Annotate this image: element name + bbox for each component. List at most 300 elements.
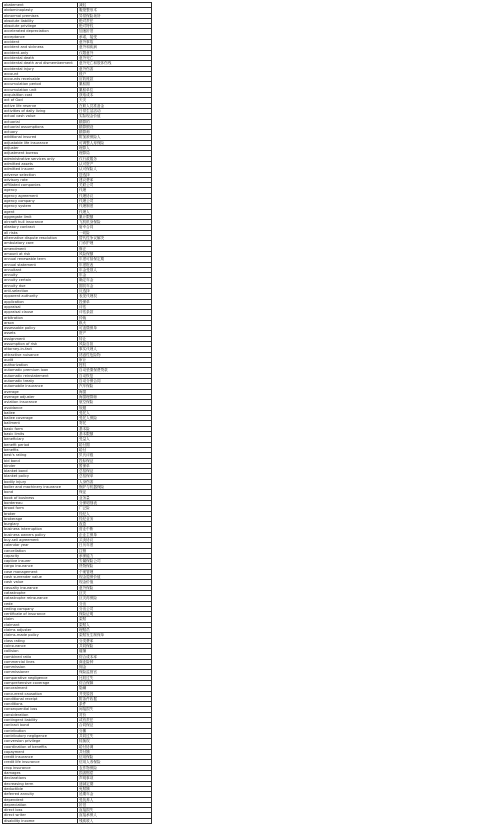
term-english: aggregate limit	[3, 214, 78, 219]
term-english: calendar year	[3, 543, 78, 548]
term-english: assumption of risk	[3, 342, 78, 347]
term-english: blanket policy	[3, 474, 78, 479]
term-chinese: 营业中断	[78, 527, 152, 532]
term-english: admitted insurer	[3, 167, 78, 172]
term-english: bailee coverage	[3, 416, 78, 421]
term-english: captive insurer	[3, 559, 78, 564]
term-chinese: 免赔额	[78, 786, 152, 791]
term-chinese: 飞机机身保险	[78, 220, 152, 225]
term-english: assignment	[3, 336, 78, 341]
term-english: concealment	[3, 686, 78, 691]
term-chinese: 给付协调	[78, 744, 152, 749]
term-english: coordination of benefits	[3, 744, 78, 749]
term-chinese: 碰撞	[78, 649, 152, 654]
term-chinese: 自动分保合同	[78, 379, 152, 384]
term-chinese: 意外保险	[78, 585, 152, 590]
term-english: capacity	[3, 553, 78, 558]
term-chinese: 农作物保险	[78, 765, 152, 770]
term-chinese: 受益人	[78, 437, 152, 442]
term-chinese: 评估	[78, 304, 152, 309]
term-english: accumulation period	[3, 82, 78, 87]
term-english: dependent	[3, 797, 78, 802]
term-chinese: 共同保险	[78, 643, 152, 648]
term-chinese: 授权	[78, 363, 152, 368]
term-chinese: 并发原因	[78, 691, 152, 696]
term-english: automatic reinstatement	[3, 373, 78, 378]
term-english: attorney-in-fact	[3, 347, 78, 352]
term-english: commissioner	[3, 670, 78, 675]
term-english: cede	[3, 601, 78, 606]
term-english: average	[3, 389, 78, 394]
term-chinese: 审计	[78, 357, 152, 362]
term-english: assets	[3, 331, 78, 336]
term-english: claims adjuster	[3, 628, 78, 633]
term-chinese: 企业主保单	[78, 532, 152, 537]
term-chinese: 诱惑性危险物	[78, 352, 152, 357]
term-chinese: 精算的	[78, 119, 152, 124]
term-english: audit	[3, 357, 78, 362]
term-chinese: 基本限额	[78, 432, 152, 437]
term-chinese: 异常保险场所	[78, 13, 152, 18]
term-english: annuitant	[3, 267, 78, 272]
term-chinese: 风险保额	[78, 251, 152, 256]
term-english: apparent authority	[3, 294, 78, 299]
term-chinese: 贝氏评级	[78, 453, 152, 458]
term-chinese: 精算师	[78, 130, 152, 135]
term-chinese: 资产	[78, 331, 152, 336]
term-english: account	[3, 71, 78, 76]
term-english: agency agreement	[3, 193, 78, 198]
term-english: accident and sickness	[3, 45, 78, 50]
term-chinese: 门诊护理	[78, 241, 152, 246]
term-english: casualty insurance	[3, 585, 78, 590]
term-english: broker	[3, 511, 78, 516]
term-chinese: 索赔发生制保单	[78, 633, 152, 638]
term-english: credit insurance	[3, 755, 78, 760]
term-chinese: 加速折旧	[78, 29, 152, 34]
term-chinese: 间接损失	[78, 707, 152, 712]
term-english: accumulation unit	[3, 87, 78, 92]
term-chinese: 暂保单	[78, 463, 152, 468]
term-english: conversion privilege	[3, 739, 78, 744]
term-chinese: 意外和疾病	[78, 45, 152, 50]
term-english: anti-selection	[3, 289, 78, 294]
term-chinese: 佣金	[78, 665, 152, 670]
term-english: bodily injury	[3, 479, 78, 484]
term-chinese: 或有责任	[78, 718, 152, 723]
term-chinese: 个案管理	[78, 569, 152, 574]
term-chinese: 锅炉与机器保险	[78, 485, 152, 490]
term-english: binder	[3, 463, 78, 468]
term-english: attractive nuisance	[3, 352, 78, 357]
term-english: all risks	[3, 230, 78, 235]
term-english: adjuster	[3, 146, 78, 151]
term-chinese: 附加被保险人	[78, 135, 152, 140]
term-chinese: 认可资产	[78, 161, 152, 166]
term-chinese: 规避	[78, 405, 152, 410]
term-chinese: 折旧	[78, 802, 152, 807]
term-chinese: 承诺，接受	[78, 34, 152, 39]
term-english: appraisal clause	[3, 310, 78, 315]
term-chinese: 仲裁	[78, 315, 152, 320]
term-english: commission	[3, 665, 78, 670]
term-chinese: 可追缴保单	[78, 326, 152, 331]
term-english: agent	[3, 209, 78, 214]
term-chinese: 货物保险	[78, 564, 152, 569]
term-chinese: 给付	[78, 447, 152, 452]
term-chinese: 应收账款	[78, 77, 152, 82]
term-chinese: 受托人保险	[78, 416, 152, 421]
term-english: assessable policy	[3, 326, 78, 331]
term-chinese: 理算局	[78, 151, 152, 156]
term-english: annuity certain	[3, 278, 78, 283]
term-english: automatic treaty	[3, 379, 78, 384]
term-english: consequential loss	[3, 707, 78, 712]
term-english: ambulatory care	[3, 241, 78, 246]
term-english: conditions	[3, 702, 78, 707]
term-chinese: 递减定期	[78, 781, 152, 786]
term-english: alternative dispute resolution	[3, 236, 78, 241]
term-chinese: 人身伤害	[78, 479, 152, 484]
term-english: bailee	[3, 410, 78, 415]
term-chinese: 残疾收入	[78, 818, 152, 823]
term-english: acceptance	[3, 34, 78, 39]
term-chinese: 自动恢复	[78, 373, 152, 378]
term-english: direct writer	[3, 813, 78, 818]
term-chinese: 隐瞒	[78, 686, 152, 691]
term-english: adverse selection	[3, 172, 78, 177]
term-chinese: 直接承保人	[78, 813, 152, 818]
term-english: act of God	[3, 98, 78, 103]
term-chinese: 保证	[78, 490, 152, 495]
term-chinese: 天灾	[78, 98, 152, 103]
term-english: absolute privilege	[3, 24, 78, 29]
term-english: annuity	[3, 273, 78, 278]
term-english: actuarial assumptions	[3, 124, 78, 129]
term-chinese: 仅行政服务	[78, 156, 152, 161]
term-english: authorization	[3, 363, 78, 368]
glossary-sheet	[2, 2, 152, 824]
term-chinese: 承保能力	[78, 553, 152, 558]
term-english: copayment	[3, 749, 78, 754]
term-english: decreasing term	[3, 781, 78, 786]
term-english: adjustable life insurance	[3, 140, 78, 145]
term-english: aleatory contract	[3, 225, 78, 230]
term-chinese: 现金退保价值	[78, 575, 152, 580]
term-english: appraisal	[3, 304, 78, 309]
term-chinese: 给付期	[78, 442, 152, 447]
term-chinese: 年金	[78, 273, 152, 278]
term-english: buy-sell agreement	[3, 537, 78, 542]
term-english: admitted assets	[3, 161, 78, 166]
term-chinese: 商业险种	[78, 659, 152, 664]
term-english: broad form	[3, 506, 78, 511]
term-english: comprehensive coverage	[3, 681, 78, 686]
term-chinese: 确定年金	[78, 278, 152, 283]
term-chinese: 业务量	[78, 495, 152, 500]
term-chinese: 精算假设	[78, 124, 152, 129]
term-chinese: 索赔人	[78, 622, 152, 627]
term-chinese: 注销	[78, 548, 152, 553]
term-english: crop insurance	[3, 765, 78, 770]
term-chinese: 海损理算师	[78, 394, 152, 399]
term-chinese: 损害赔偿	[78, 771, 152, 776]
term-english: automobile insurance	[3, 384, 78, 389]
term-english: book of business	[3, 495, 78, 500]
term-chinese: 风险自担	[78, 342, 152, 347]
term-english: aircraft hull insurance	[3, 220, 78, 225]
term-english: boiler and machinery insurance	[3, 485, 78, 490]
term-english: cancellation	[3, 548, 78, 553]
term-chinese: 反选择	[78, 289, 152, 294]
term-chinese: 日常生活活动	[78, 108, 152, 113]
glossary-body	[3, 3, 152, 824]
term-chinese: 现金价值	[78, 580, 152, 585]
term-english: best's rating	[3, 453, 78, 458]
term-chinese: 累积期	[78, 82, 152, 87]
term-chinese: 年度可续保定期	[78, 257, 152, 262]
term-english: bordereau	[3, 500, 78, 505]
term-chinese: 广泛险	[78, 506, 152, 511]
term-chinese: 代理人	[78, 209, 152, 214]
term-chinese: 转让	[78, 336, 152, 341]
term-english: credit life insurance	[3, 760, 78, 765]
term-chinese: 投保单	[78, 299, 152, 304]
term-english: accounts receivable	[3, 77, 78, 82]
term-chinese: 日历年度	[78, 543, 152, 548]
term-chinese: 意外伤害	[78, 66, 152, 71]
term-chinese: 投标保证	[78, 458, 152, 463]
term-english: claims-made policy	[3, 633, 78, 638]
term-chinese: 受托人	[78, 410, 152, 415]
term-english: agency company	[3, 198, 78, 203]
term-chinese: 总括保单	[78, 474, 152, 479]
term-english: acquisition cost	[3, 93, 78, 98]
term-english: coinsurance	[3, 643, 78, 648]
term-chinese: 专属保险公司	[78, 559, 152, 564]
term-chinese: 汽车保险	[78, 384, 152, 389]
term-english: annuity due	[3, 283, 78, 288]
term-chinese: 建议费率	[78, 177, 152, 182]
term-english: accidental death and dismemberment	[3, 61, 78, 66]
term-english: actuary	[3, 130, 78, 135]
term-english: accident-only	[3, 50, 78, 55]
term-english: actual cash value	[3, 114, 78, 119]
term-chinese: 绝对特权	[78, 24, 152, 29]
term-english: administrative services only	[3, 156, 78, 161]
term-english: average adjuster	[3, 394, 78, 399]
term-chinese: 代理公司	[78, 198, 152, 203]
term-english: contributory negligence	[3, 733, 78, 738]
term-english: ceding company	[3, 606, 78, 611]
term-chinese: 寄托	[78, 421, 152, 426]
term-chinese: 附条件收据	[78, 696, 152, 701]
term-chinese: 自动垫缴保费贷款	[78, 368, 152, 373]
term-chinese: 年金受领人	[78, 267, 152, 272]
term-english: basic limits	[3, 432, 78, 437]
term-chinese: 可调整人寿保险	[78, 140, 152, 145]
term-chinese: 代理	[78, 188, 152, 193]
term-english: basic form	[3, 426, 78, 431]
term-english: brokerage	[3, 516, 78, 521]
term-chinese: 受抚养人	[78, 797, 152, 802]
term-english: agency system	[3, 204, 78, 209]
term-english: cash surrender value	[3, 575, 78, 580]
term-chinese: 共付额	[78, 749, 152, 754]
term-chinese: 分摊	[78, 728, 152, 733]
term-chinese: 意外死亡	[78, 55, 152, 60]
term-chinese: 代理制度	[78, 204, 152, 209]
term-english: consideration	[3, 712, 78, 717]
term-english: absolute liability	[3, 18, 78, 23]
term-chinese: 年度报表	[78, 262, 152, 267]
term-chinese: 仅限意外	[78, 50, 152, 55]
term-chinese: 期初年金	[78, 283, 152, 288]
term-english: collision	[3, 649, 78, 654]
term-english: benefit period	[3, 442, 78, 447]
term-english: class rating	[3, 638, 78, 643]
term-english: damages	[3, 771, 78, 776]
term-chinese: 直接损失	[78, 808, 152, 813]
term-english: direct loss	[3, 808, 78, 813]
term-chinese: 累计限额	[78, 214, 152, 219]
term-chinese: 对价	[78, 712, 152, 717]
term-english: certificate of insurance	[3, 612, 78, 617]
term-chinese: 基本险	[78, 426, 152, 431]
term-chinese: 分保明细表	[78, 500, 152, 505]
term-chinese: 减轻	[78, 3, 152, 8]
term-english: concurrent causation	[3, 691, 78, 696]
term-english: combined ratio	[3, 654, 78, 659]
term-chinese: 累积单位	[78, 87, 152, 92]
term-chinese: 逆选择	[78, 172, 152, 177]
term-english: contribution	[3, 728, 78, 733]
term-english: aviation insurance	[3, 400, 78, 405]
term-english: deductible	[3, 786, 78, 791]
term-chinese: 账户	[78, 71, 152, 76]
term-english: cargo insurance	[3, 564, 78, 569]
term-chinese: 综合保障	[78, 681, 152, 686]
term-chinese: 替代性争议解决	[78, 236, 152, 241]
term-english: claim	[3, 617, 78, 622]
term-english: accidental injury	[3, 66, 78, 71]
term-chinese: 共同过失	[78, 733, 152, 738]
term-english: business interruption	[3, 527, 78, 532]
term-chinese: 信用保险	[78, 755, 152, 760]
term-english: conditional receipt	[3, 696, 78, 701]
term-english: accident	[3, 40, 78, 45]
term-english: cash value	[3, 580, 78, 585]
term-chinese: 买卖协议	[78, 537, 152, 542]
term-english: arbitration	[3, 315, 78, 320]
term-chinese: 分类费率	[78, 638, 152, 643]
term-chinese: 综合成本率	[78, 654, 152, 659]
term-english: accidental death	[3, 55, 78, 60]
term-chinese: 索赔	[78, 617, 152, 622]
term-chinese: 条件	[78, 702, 152, 707]
term-chinese: 合同保证	[78, 723, 152, 728]
term-chinese: 经纪业务	[78, 516, 152, 521]
term-chinese: 一切险	[78, 230, 152, 235]
term-english: blanket bond	[3, 469, 78, 474]
term-chinese: 夜盗	[78, 522, 152, 527]
term-english: activities of daily living	[3, 108, 78, 113]
term-chinese: 意外事故	[78, 40, 152, 45]
term-english: adjustment bureau	[3, 151, 78, 156]
term-english: burglary	[3, 522, 78, 527]
term-chinese: 绝对责任	[78, 18, 152, 23]
term-english: catastrophe	[3, 590, 78, 595]
term-chinese: 分出公司	[78, 606, 152, 611]
term-chinese: 海损	[78, 389, 152, 394]
term-english: abnormal premises	[3, 13, 78, 18]
term-english: actuarial	[3, 119, 78, 124]
term-chinese: 实际现金价值	[78, 114, 152, 119]
term-english: bid bond	[3, 458, 78, 463]
term-english: additional insured	[3, 135, 78, 140]
term-english: avoidance	[3, 405, 78, 410]
term-english: bailment	[3, 421, 78, 426]
term-chinese: 修正	[78, 246, 152, 251]
term-chinese: 在职人员准备金	[78, 103, 152, 108]
term-english: case management	[3, 569, 78, 574]
term-chinese: 巨灾再保险	[78, 596, 152, 601]
term-chinese: 信用人寿保险	[78, 760, 152, 765]
term-chinese: 巨灾	[78, 590, 152, 595]
term-english: beneficiary	[3, 437, 78, 442]
term-english: affiliated companies	[3, 183, 78, 188]
term-english: amendment	[3, 246, 78, 251]
term-chinese: 保险监督官	[78, 670, 152, 675]
term-english: agency	[3, 188, 78, 193]
term-english: deferred annuity	[3, 792, 78, 797]
term-english: bond	[3, 490, 78, 495]
term-english: claimant	[3, 622, 78, 627]
term-english: accelerated depreciation	[3, 29, 78, 34]
term-english: contingent liability	[3, 718, 78, 723]
term-english: commercial lines	[3, 659, 78, 664]
term-chinese: 延期年金	[78, 792, 152, 797]
term-chinese: 理算人	[78, 146, 152, 151]
term-chinese: 射幸合同	[78, 225, 152, 230]
term-english: automatic premium loan	[3, 368, 78, 373]
term-chinese: 分出	[78, 601, 152, 606]
term-chinese: 获取成本	[78, 93, 152, 98]
term-english: business owners policy	[3, 532, 78, 537]
term-english: advisory rate	[3, 177, 78, 182]
term-chinese: 声明事项	[78, 776, 152, 781]
term-chinese: 评估条款	[78, 310, 152, 315]
term-chinese: 事实代理人	[78, 347, 152, 352]
term-english: depreciation	[3, 802, 78, 807]
term-english: active life reserve	[3, 103, 78, 108]
term-chinese: 转换权	[78, 739, 152, 744]
term-chinese: 比较过失	[78, 675, 152, 680]
term-english: declarations	[3, 776, 78, 781]
term-english: contract bond	[3, 723, 78, 728]
term-chinese: 理赔员	[78, 628, 152, 633]
term-english: application	[3, 299, 78, 304]
term-chinese: 航空保险	[78, 400, 152, 405]
term-english: comparative negligence	[3, 675, 78, 680]
glossary-row	[3, 818, 152, 823]
term-english: annual renewable term	[3, 257, 78, 262]
term-chinese: 总括保证	[78, 469, 152, 474]
term-english: abatement	[3, 3, 78, 8]
term-english: disability income	[3, 818, 78, 823]
term-english: annual statement	[3, 262, 78, 267]
term-chinese: 关联公司	[78, 183, 152, 188]
